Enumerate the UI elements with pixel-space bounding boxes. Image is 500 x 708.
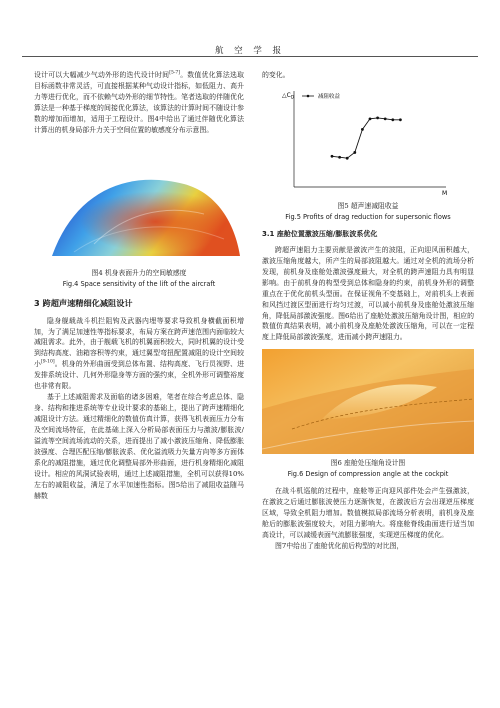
sensitivity-contour-image <box>34 144 244 264</box>
figure-6-caption-cn: 图6 座舱处压缩角设计图 <box>330 459 406 468</box>
figure-4-caption-en: Fig.4 Space sensitivity of the lift of the aircraft <box>62 279 216 288</box>
data-point <box>384 117 387 120</box>
page-header <box>22 0 478 57</box>
cockpit-compression-image <box>262 349 474 454</box>
paragraph-drag-method: 基于上述减阻需求及面临的诸多困难，笔者在综合考虑总体、隐身、结构和推进系统等专业设计要求的基础上，提出了跨声速精细化减阻设计方法。通过精细化的数值仿真计算，获得飞机表面压力分布及空间流场特征，在此基础上深入分析局部表面压力与激波/膨胀波/溢流等空间流场流动的关系，进而提出了减小激波压缩角、降低膨胀波强度、合理匹配压缩/膨胀波系、优化溢流吸力矢量方向等多方面体系化的减阻措施，通过优化调整局部外形曲面，进行机身精细化减阻设计。相应的风洞试验表明，通过上述减阻措施，全机可以获得10%左右的减阻收益，满足了水平加速性指标。图5给出了减阻收益随马赫数 <box>34 393 244 500</box>
figure-5-caption-en: Fig.5 Profits of drag reduction for supersonic flows <box>285 212 451 221</box>
data-point <box>391 118 394 121</box>
paragraph-drag-requirements: 隐身舰载战斗机拦阻钩及武器内埋等要求导致机身横截面积增加，为了满足加速性等指标要求，布局方案在跨声速范围内面临较大减阻需求。此外，由于舰载飞机的机翼面积较大，同时机翼的设计受到结构高度、油箱容积等约束，通过翼型弯扭配置减阻的设计空间较小[9-10]。机身的外形曲面受到总体布置、结构高度、飞行员视野、进发排系统设计、几何外形隐身等方面的强约束，全机外形可调整裕度也非常有限。 <box>34 316 244 391</box>
data-point <box>399 118 402 121</box>
figure-5-chart <box>276 87 451 197</box>
chart-series <box>331 116 402 159</box>
x-axis-label: M <box>442 189 448 197</box>
y-axis-label: $\triangle C_D$ <box>282 91 294 100</box>
paragraph-figure-7: 图7中给出了座舱优化前后构型的对比图， <box>275 542 404 551</box>
section-3-1-heading: 3.1 座舱位置激波压缩/膨胀波系优化 <box>262 229 378 238</box>
data-point <box>346 157 349 160</box>
figure-4-sensitivity-map <box>34 144 244 264</box>
series-line <box>332 118 400 158</box>
legend-marker <box>307 95 310 98</box>
data-point <box>338 156 341 159</box>
data-point <box>353 151 356 154</box>
figure-6-cockpit-render <box>262 349 474 454</box>
right-column <box>262 70 474 552</box>
data-point <box>369 117 372 120</box>
figure-5-caption-cn: 图5 超声速减阻收益 <box>337 201 399 210</box>
paragraph-expansion-wave: 在战斗机巡航的过程中，座舱等正向迎风部件处会产生强激波，在激波之后通过膨胀波使压力逐渐恢复，在激波后方会出现逆压梯度区域，导致全机阻力增加。数值模拟局部流场分析表明，前机身及座舱后的膨胀波强度较大，对阻力影响大。将座舱脊线曲面进行适当加高设计，可以减缓表面气流膨胀强度，实现逆压梯度的优化。 <box>262 487 474 540</box>
legend-label: 减阻收益 <box>318 93 341 100</box>
drag-reduction-chart <box>276 87 451 197</box>
figure-6-caption-en: Fig.6 Design of compression angle at the cockpit <box>287 470 449 479</box>
paragraph-wave-drag: 跨超声速阻力主要贡献是激波产生的波阻，正向迎风面积越大，激波压缩角度越大，所产生的局部波阻越大。通过对全机的流场分析发现，前机身及座舱处激波强度最大，对全机的跨声速阻力具有明显影响。由于前机身的构型受到总体和隐身的约束，前机身外形的调整重点在于优化前机头型面。在保证视角不变基础上，对前机头上表面和风挡过渡区型面进行均匀过渡，可以减小前机身及座舱处激波压缩角，降低局部激波强度。图6给出了座舱处激波压缩角设计图，相应的数值仿真结果表明，减小前机身及座舱处激波压缩角，可以在一定程度上降低局部激波强度，进而减小跨声速阻力。 <box>262 245 474 342</box>
data-point <box>331 155 334 158</box>
citation: [5-7] <box>169 70 180 76</box>
citation: [9-10] <box>41 360 55 366</box>
paragraph-continuation: 的变化。 <box>262 71 290 79</box>
section-3-heading: 3 跨超声速精细化减阻设计 <box>34 297 133 308</box>
figure-4-caption-cn: 图4 机身表面升力的空间敏感度 <box>91 268 187 277</box>
journal-title: 航 空 学 报 <box>214 46 286 56</box>
data-point <box>361 128 364 131</box>
left-column <box>34 70 244 502</box>
paragraph-optimization: 设计可以大幅减少气动外形的迭代设计时间[5-7]。数值优化算法选取目标函数非常灵活，可直接根据某种气动设计指标，如低阻力、高升力等进行优化，而不依赖气动外形的细节特性。笔者选取的伴随优化算法是一种基于梯度的间接优化算法，该算法的计算时间不随设计参数的增加而增加，适用于工程设计。图4中给出了通过伴随优化算法计算出的机身局部升力关于空间位置的敏感度分布示意图。 <box>34 70 245 134</box>
data-point <box>376 116 379 119</box>
chart-axes <box>294 91 446 187</box>
